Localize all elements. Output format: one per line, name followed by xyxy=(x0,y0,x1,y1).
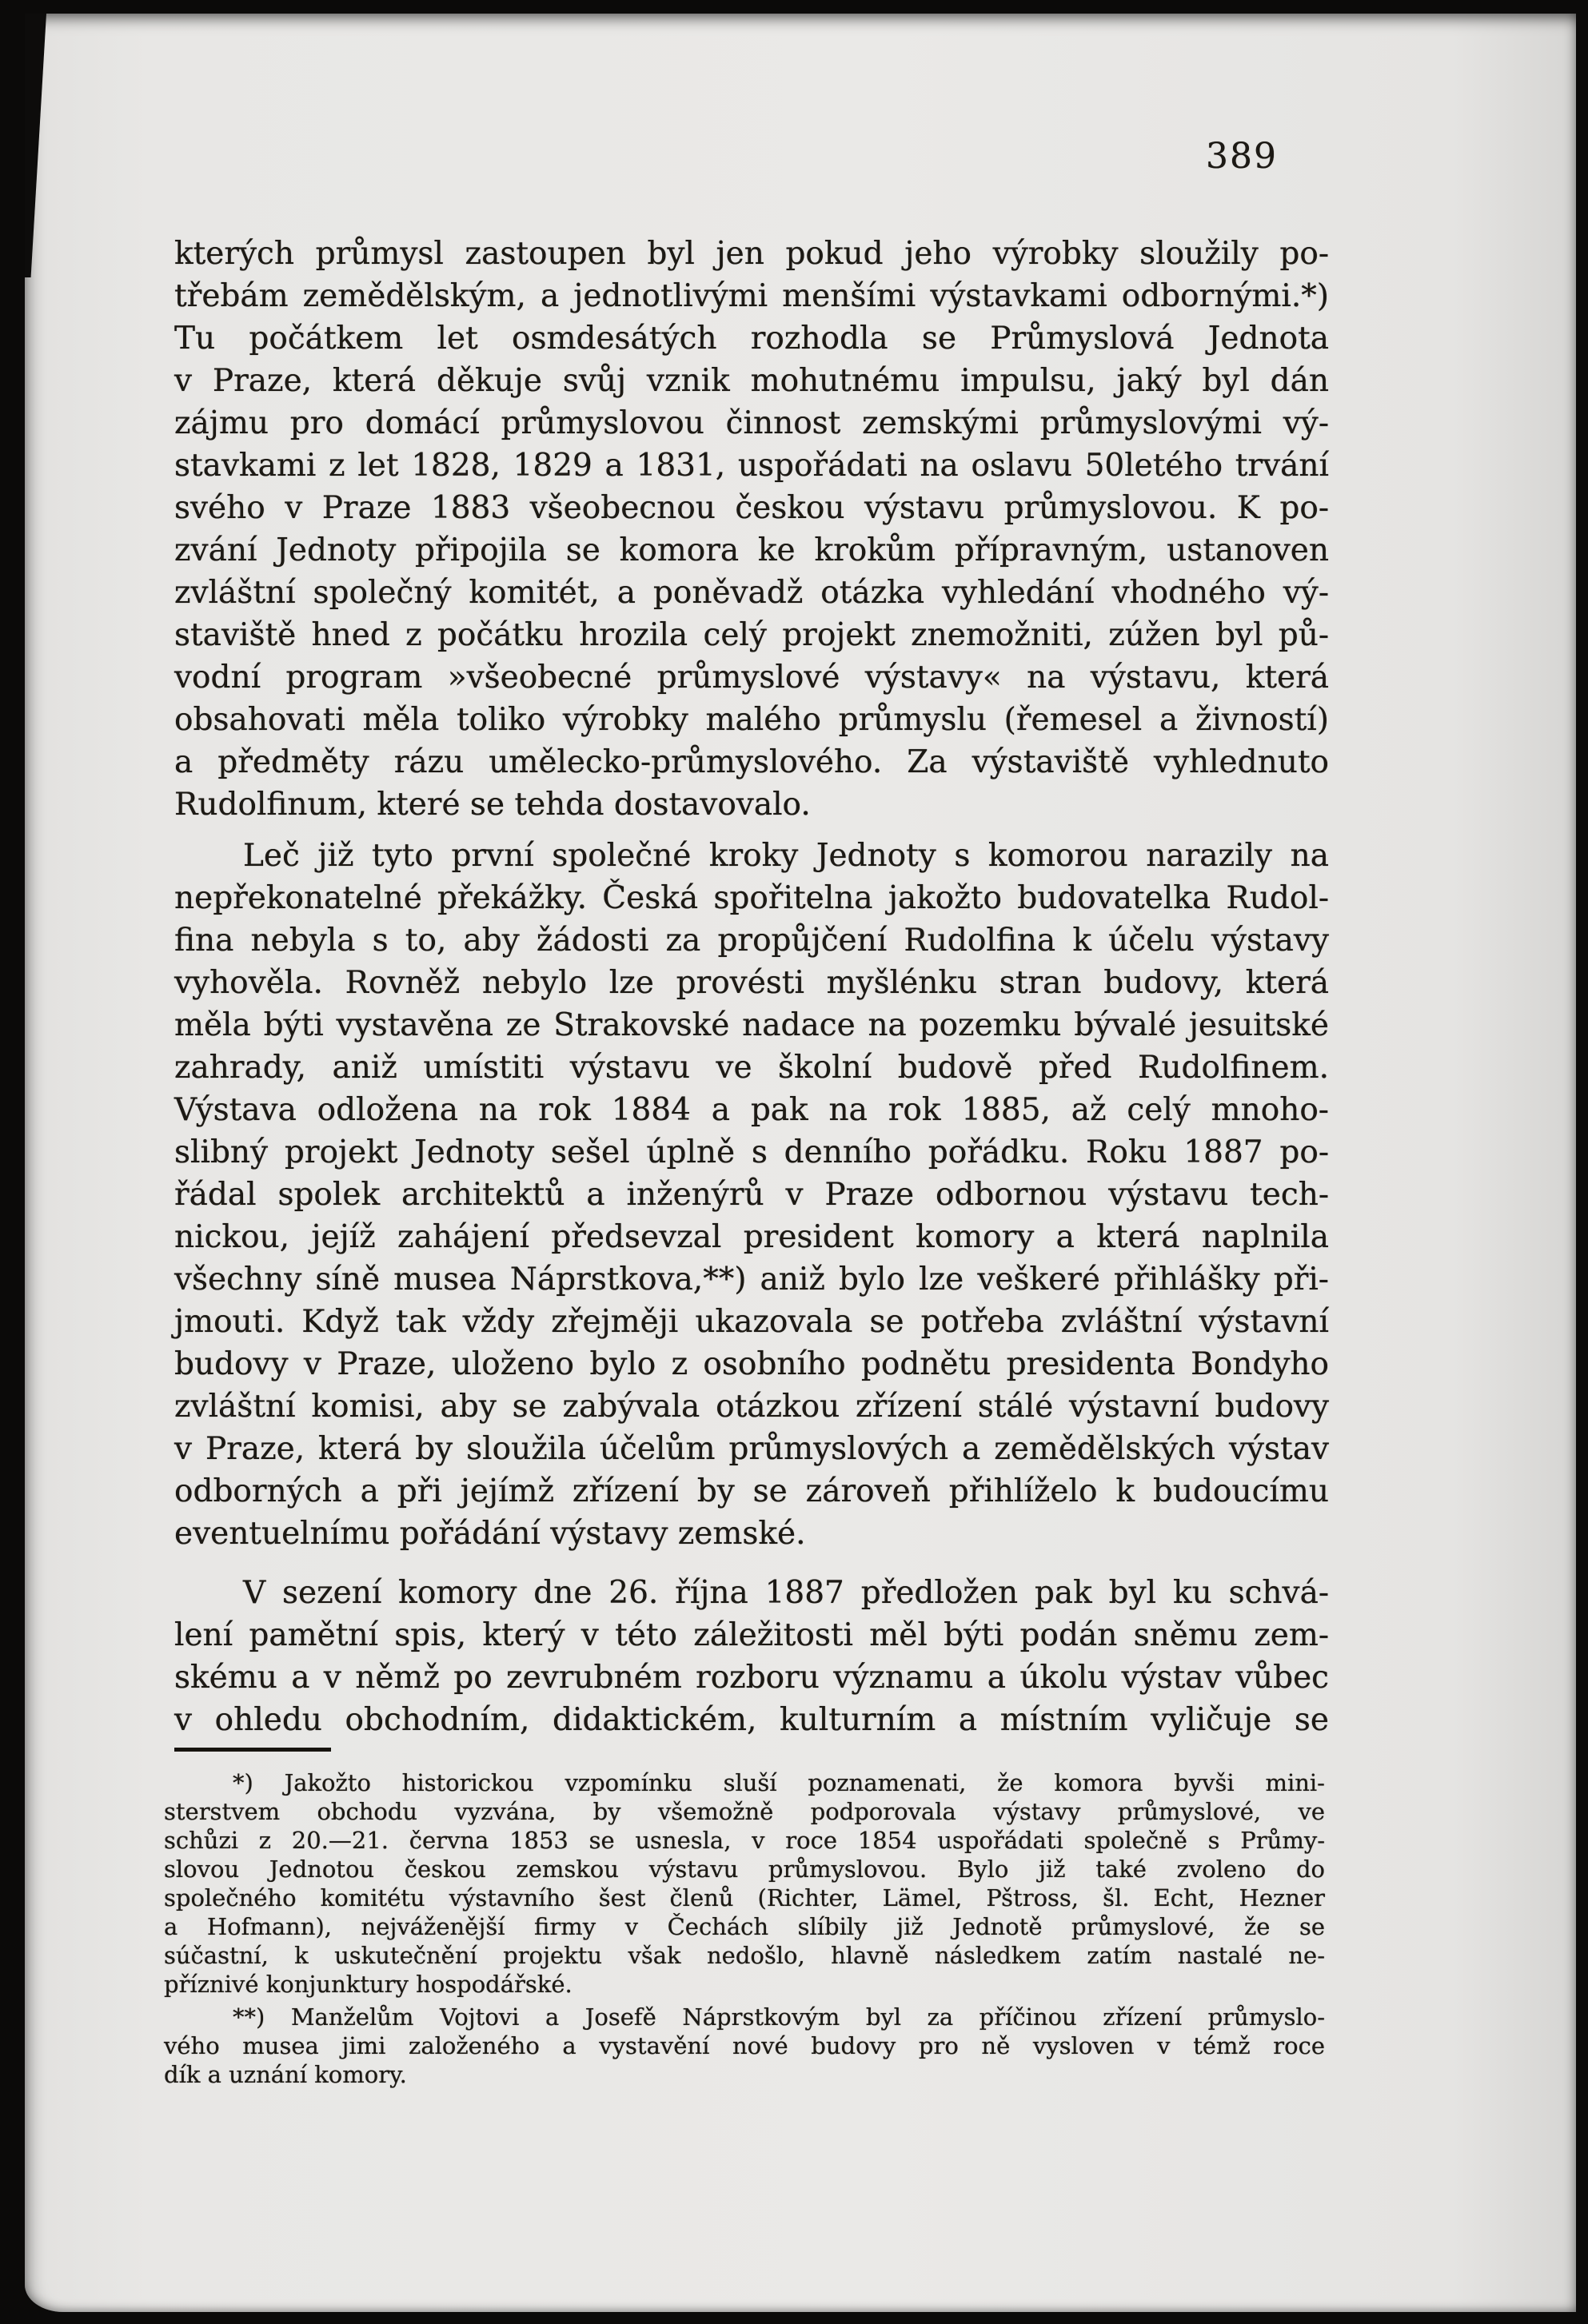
text-line: Rudolfinum, které se tehda dostavovalo. xyxy=(174,787,811,823)
paragraph xyxy=(174,835,1329,1555)
paragraph xyxy=(174,233,1329,826)
text-line: dík a uznání komory. xyxy=(164,2061,407,2088)
text-line: kterých průmysl zastoupen byl jen pokud jeho výrobky sloužily po- xyxy=(174,236,1329,272)
footnote-separator-rule xyxy=(174,1748,331,1752)
text-line: vého musea jimi založeného a vystavění nové budovy pro ně vysloven v témž roce xyxy=(164,2032,1325,2059)
text-column xyxy=(164,233,1329,2089)
page-number: 389 xyxy=(1206,136,1278,177)
text-line: a Hofmann), nejváženější firmy v Čechách slíbily již Jednotě průmyslové, že se xyxy=(164,1913,1325,1940)
text-line: slibný projekt Jednoty sešel úplně s denního pořádku. Roku 1887 po- xyxy=(174,1134,1329,1170)
text-line: svého v Praze 1883 všeobecnou českou výstavu průmyslovou. K po- xyxy=(174,490,1329,526)
text-line: Leč již tyto první společné kroky Jednoty s komorou narazily na xyxy=(243,838,1329,874)
text-line: zvání Jednoty připojila se komora ke krokům přípravným, ustanoven xyxy=(174,532,1329,568)
text-line: třebám zemědělským, a jednotlivými menšími výstavkami odbornými.*) xyxy=(174,278,1329,314)
text-line: zahrady, aniž umístiti výstavu ve školní budově před Rudolfinem. xyxy=(174,1050,1329,1086)
text-line: a předměty rázu umělecko-průmyslového. Za výstaviště vyhlednuto xyxy=(174,744,1329,780)
text-line: odborných a při jejímž zřízení by se zároveň přihlíželo k budoucímu xyxy=(174,1473,1329,1509)
text-line: eventuelnímu pořádání výstavy zemské. xyxy=(174,1516,806,1552)
text-line: fina nebyla s to, aby žádosti za propůjčení Rudolfina k účelu výstavy xyxy=(174,923,1329,959)
text-line: slovou Jednotou českou zemskou výstavu průmyslovou. Bylo již také zvoleno do xyxy=(164,1856,1325,1883)
text-line: zájmu pro domácí průmyslovou činnost zemskými průmyslovými vý- xyxy=(174,405,1329,441)
text-line: v Praze, která by sloužila účelům průmyslových a zemědělských výstav xyxy=(174,1431,1329,1467)
text-line: súčastní, k uskutečnění projektu však nedošlo, hlavně následkem zatím nastalé ne- xyxy=(164,1942,1325,1969)
text-line: **) Manželům Vojtovi a Josefě Náprstkovým byl za příčinou zřízení průmyslo- xyxy=(233,2003,1325,2031)
text-line: budovy v Praze, uloženo bylo z osobního podnětu presidenta Bondyho xyxy=(174,1346,1329,1382)
text-line: schůzi z 20.—21. června 1853 se usnesla, v roce 1854 uspořádati společně s Průmy- xyxy=(164,1827,1325,1854)
text-line: vyhověla. Rovněž nebylo lze provésti myšlénku stran budovy, která xyxy=(174,965,1329,1001)
text-line: měla býti vystavěna ze Strakovské nadace na pozemku bývalé jesuitské xyxy=(174,1007,1329,1043)
text-line: příznivé konjunktury hospodářské. xyxy=(164,1971,573,1998)
text-line: lení pamětní spis, který v této záležitosti měl býti podán sněmu zem- xyxy=(174,1617,1329,1653)
text-line: staviště hned z počátku hrozila celý projekt znemožniti, zúžen byl pů- xyxy=(174,617,1329,653)
text-line: zvláštní společný komitét, a poněvadž otázka vyhledání vhodného vý- xyxy=(174,575,1329,611)
text-line: nickou, jejíž zahájení předsevzal president komory a která naplnila xyxy=(174,1219,1329,1255)
text-line: stavkami z let 1828, 1829 a 1831, uspořádati na oslavu 50letého trvání xyxy=(174,448,1329,484)
main-text xyxy=(174,233,1329,1741)
text-line: řádal spolek architektů a inženýrů v Praze odbornou výstavu tech- xyxy=(174,1177,1329,1213)
text-line: vodní program »všeobecné průmyslové výstavy« na výstavu, která xyxy=(174,660,1329,696)
text-line: v ohledu obchodním, didaktickém, kulturním a místním vyličuje se xyxy=(174,1702,1329,1738)
text-line: Tu počátkem let osmdesátých rozhodla se Průmyslová Jednota xyxy=(174,321,1329,357)
paragraph xyxy=(164,1768,1325,1999)
text-line: všechny síně musea Náprstkova,**) aniž bylo lze veškeré přihlášky při- xyxy=(174,1262,1329,1298)
paragraph xyxy=(164,2003,1325,2089)
text-line: Výstava odložena na rok 1884 a pak na rok 1885, až celý mnoho- xyxy=(174,1092,1329,1128)
text-line: nepřekonatelné překážky. Česká spořitelna jakožto budovatelka Rudol- xyxy=(174,880,1329,916)
text-line: sterstvem obchodu vyzvána, by všemožně podporovala výstavy průmyslové, ve xyxy=(164,1798,1325,1825)
text-line: skému a v němž po zevrubném rozboru významu a úkolu výstav vůbec xyxy=(174,1660,1329,1696)
footnotes xyxy=(164,1768,1325,2089)
text-line: společného komitétu výstavního šest členů (Richter, Lämel, Pštross, šl. Echt, Hezner xyxy=(164,1884,1325,1911)
text-line: V sezení komory dne 26. října 1887 předložen pak byl ku schvá- xyxy=(243,1575,1329,1611)
text-line: jmouti. Když tak vždy zřejměji ukazovala se potřeba zvláštní výstavní xyxy=(174,1304,1329,1340)
paragraph xyxy=(174,1572,1329,1741)
text-line: v Praze, která děkuje svůj vznik mohutnému impulsu, jaký byl dán xyxy=(174,363,1329,399)
text-line: obsahovati měla toliko výrobky malého průmyslu (řemesel a živností) xyxy=(174,702,1329,738)
text-line: *) Jakožto historickou vzpomínku sluší poznamenati, že komora byvši mini- xyxy=(233,1769,1325,1796)
text-line: zvláštní komisi, aby se zabývala otázkou zřízení stálé výstavní budovy xyxy=(174,1389,1329,1425)
page-paper xyxy=(25,14,1576,2312)
